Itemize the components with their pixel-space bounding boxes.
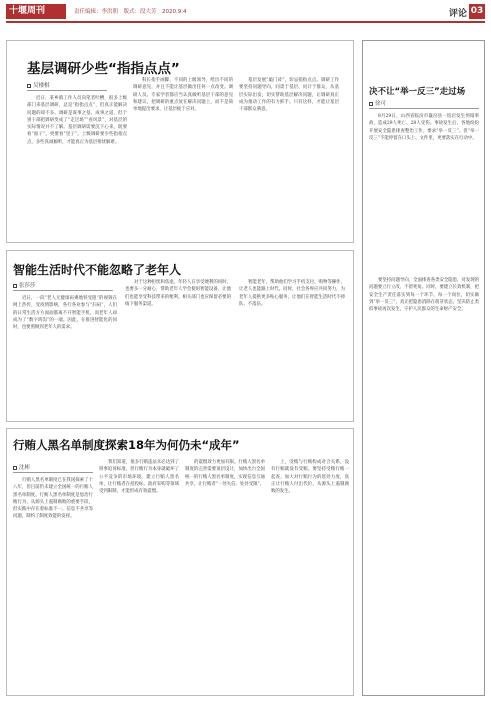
article-2-title: 智能生活时代不能忽略了老年人 [13,263,182,277]
article-4 [362,40,485,696]
article-4-rule [369,108,479,109]
article-2-author-name: 张莎莎 [19,283,36,289]
author-marker-icon [369,102,373,106]
author-marker-icon [13,284,17,288]
article-2-col-2: 对于这种担忧和焦虑，年轻人在享受便利的同时，也要多一分耐心，帮助老年人学会使用智能设备，让他们也能享受科技带来的便利。相关部门也应保留必要的线下服务渠道。 [125,280,231,307]
article-1-author-name: 吴楼棋 [33,83,50,89]
article-2-col-1: 近日，一段“老人无健康码乘地铁受阻”的视频在网上热传，受疫情影响，各行各业参与“扫码”，人们的日常生活方方面面都离不开智能手机，而老年人却成为了“数字鸿沟”的一端。因此，在推进智能化的同时，也要照顾到老年人的需求。 [13,296,117,331]
article-4-col-1: 8月29日，山西省临汾市襄汾县一饭店发生坍塌事故，造成29人死亡、28人受伤。事故发生后，各地纷纷开展安全隐患排查整治工作，要求“举一反三”。但“举一反三”不能停留在口头上、文件里，更要落实在行动中。 [369,114,479,141]
header-divider [6,21,485,23]
article-3-col-3: 的震慑效力更加有限。行贿人黑名单制度的完善需要顶层设计，加快出台全国统一的行贿人黑名单制度，实现信息互通共享，让行贿者“一处失信、处处受限”。 [185,460,265,487]
article-4-col-2: 要坚持问题导向，全面排查各类安全隐患，对发现的问题要立行立改、不留死角。同时，要建立长效机制，把安全生产责任落实到每一个环节、每一个岗位，切实做到“举一反三”，真正把隐患消除在萌芽状态，坚决防止类似事故再次发生，守护人民群众的生命财产安全。 [369,278,479,313]
article-3-author [13,463,30,471]
article-3-title: 行贿人黑名单制度探索18年为何仍未“成年” [13,438,240,452]
article-2-col-3: 智能老年，帮助他们学习手机支付、购物等操作，让老人也能跟上时代。同时，社会各界应共同努力，为老年人提供更多贴心服务，让他们在智能生活时代不掉队、不落伍。 [239,280,345,307]
page-number: 03 [469,4,485,19]
article-1-title: 基层调研少些“指指点点” [27,61,180,77]
article-1-col-2: 科长指手画脚，不同的上级领导，给出不同的调研意见，并且不能让基层做出任何一点改变。调研人员、专家学者都应当认真倾听基层干部的意见和建议，把调研的重点放在解决问题上，而不是简单地提出要求，让基层疲于应对。 [133,78,233,113]
article-1-author [27,81,50,89]
editor-meta: 责任编辑：李洪朝 版式：段大芳 2020.9.4 [74,9,187,15]
article-4-author [369,99,386,107]
article-1 [6,40,354,243]
article-3-col-1: 行贿人黑名单制度已在我国探索了十八年，但目前仍未建立全国统一的行贿人黑名单制度。行贿人黑名单制度是惩治行贿行为、从源头上遏制腐败的重要手段，但实践中存在着标准不一、信息不共享等问题，制约了制度效能的发挥。 [13,478,93,520]
article-3-rule [13,472,93,473]
article-1-col-1: 近日，某乡镇工作人员向笔者吐槽，很多上级部门来基层调研，总是“指指点点”，但真正能解决问题的却不多。调研是谋事之基、成事之道，但个别干部把调研变成了“走过场”“看风景”，对基层的实际情况并不了解。基层调研需要沉下心来，既要看“面子”，更要看“里子”。上级调研要少些指指点点，多些真诚倾听，才能真正为基层排忧解难。 [27,96,127,145]
author-marker-icon [27,84,31,88]
masthead: 十堰周刊 [6,4,66,19]
article-3-author-name: 沈彬 [19,465,31,471]
section-name: 评论 [448,9,467,19]
article-3-col-2: 我们知道，很多行贿违法未必达到了刑事追诉标准，但行贿行为本身就破坏了公平竞争的市场环境。建立行贿人黑名单，让行贿者在招投标、政府采购等领域受到限制，才能形成有效震慑。 [99,460,179,495]
article-2-rule [13,290,113,291]
article-4-author-name: 徐可 [375,101,387,107]
article-4-title: 决不让“举一反三”走过场 [369,87,466,97]
article-2-author [13,281,36,289]
article-1-rule [27,90,107,91]
author-marker-icon [13,466,17,470]
article-2 [6,250,354,422]
article-3 [6,428,354,696]
article-1-col-3: 基层发展“敲门砖”，切忌指指点点。调研工作要坚持问题导向，问需于基层、问计于群众，从基层实际出发，切实帮助基层解决问题，让调研真正成为推动工作的有力抓手。只有这样，才能让基层干部群众满意。 [239,78,339,113]
page-header [0,0,491,22]
article-3-col-4: 上，受贿与行贿构成对合关系，没有行贿就没有受贿。要坚持受贿行贿一起查，加大对行贿行为的惩处力度，真正让行贿人付出代价，从源头上遏制腐败的发生。 [271,460,349,495]
